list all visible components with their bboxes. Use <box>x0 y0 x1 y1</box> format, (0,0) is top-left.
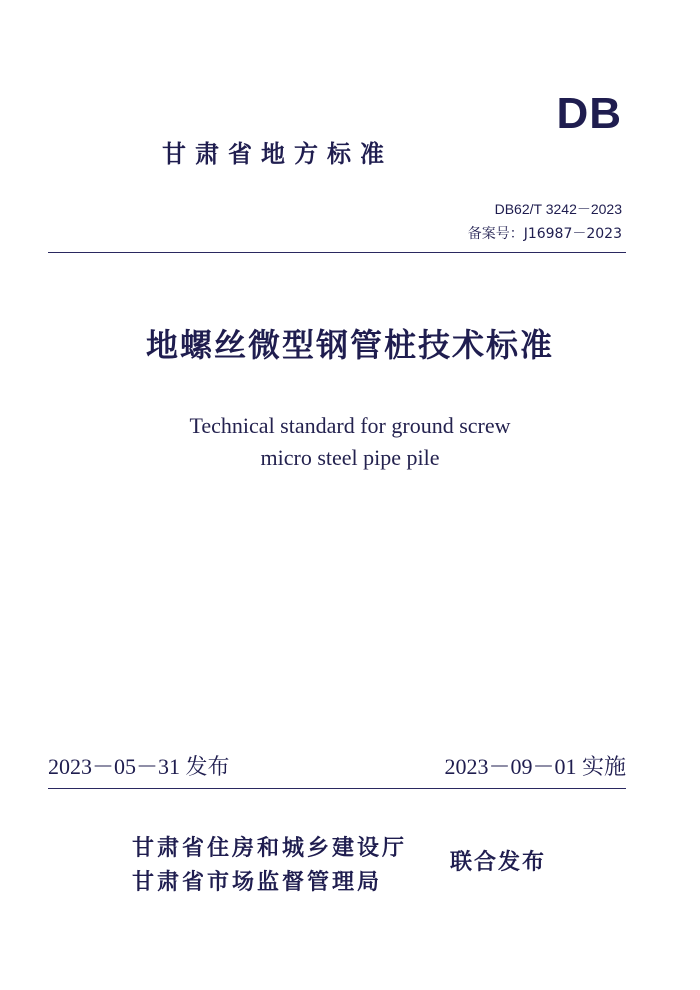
record-number: 备案号：J16987－2023 <box>467 226 622 242</box>
db-mark: DB <box>556 89 622 138</box>
implementation-date: 2023－09－01 实施 <box>444 754 626 779</box>
issuing-authorities <box>132 832 407 900</box>
standard-code: DB62/T 3242－2023 <box>494 201 622 217</box>
standard-type: 甘肃省地方标准 <box>162 140 393 168</box>
joint-issue-label: 联合发布 <box>450 850 547 875</box>
document-title-chinese: 地螺丝微型钢管桩技术标准 <box>145 326 554 364</box>
top-divider <box>48 252 626 253</box>
english-title-line-1: Technical standard for ground screw <box>189 413 511 438</box>
document-title-english <box>0 410 700 474</box>
issuer-market-regulation: 甘肃省市场监督管理局 <box>132 870 383 895</box>
issue-date: 2023－05－31 发布 <box>48 754 230 779</box>
english-title-line-2: micro steel pipe pile <box>260 445 440 470</box>
issuer-housing-department: 甘肃省住房和城乡建设厅 <box>132 836 408 861</box>
bottom-divider <box>48 788 626 789</box>
